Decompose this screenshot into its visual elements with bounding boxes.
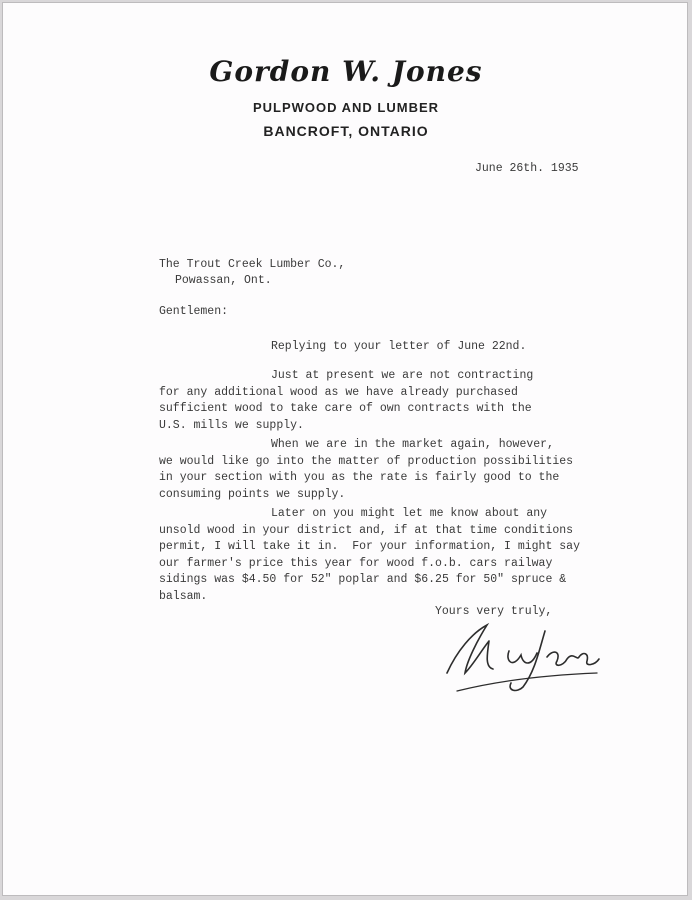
signature-image xyxy=(427,611,607,701)
recipient-line-2: Powassan, Ont. xyxy=(175,274,272,287)
letter-page xyxy=(2,2,688,896)
salutation: Gentlemen: xyxy=(159,305,229,318)
paragraph-3-text: When we are in the market again, however, we would like go into the matter of production possibilities in your section with you as the rate is fairly good to the consuming points we supply. xyxy=(159,438,574,501)
paragraph-1: Replying to your letter of June 22nd. xyxy=(271,340,527,353)
paragraph-4-text: Later on you might let me know about any unsold wood in your district and, if at that time conditions permit, I will take it in. For your information, I might say our farmer's price this year for wood f.o.b. cars railway sidings was $4.50 for 52" poplar and $6.25 for 50" spruce & balsam. xyxy=(159,507,580,603)
paragraph-4 xyxy=(159,506,580,605)
letter-date: June 26th. 1935 xyxy=(475,162,579,175)
letterhead-name: Gordon W. Jones xyxy=(209,55,483,88)
paragraph-3 xyxy=(159,437,573,503)
letterhead-location: BANCROFT, ONTARIO xyxy=(263,123,429,139)
paragraph-2 xyxy=(159,368,533,434)
letterhead-business: PULPWOOD AND LUMBER xyxy=(252,100,440,115)
recipient-line-1: The Trout Creek Lumber Co., xyxy=(159,258,346,271)
closing: Yours very truly, xyxy=(435,605,553,618)
paragraph-2-text: Just at present we are not contracting for any additional wood as we have already purchased sufficient wood to take care of own contracts with the U.S. mills we supply. xyxy=(159,369,534,432)
